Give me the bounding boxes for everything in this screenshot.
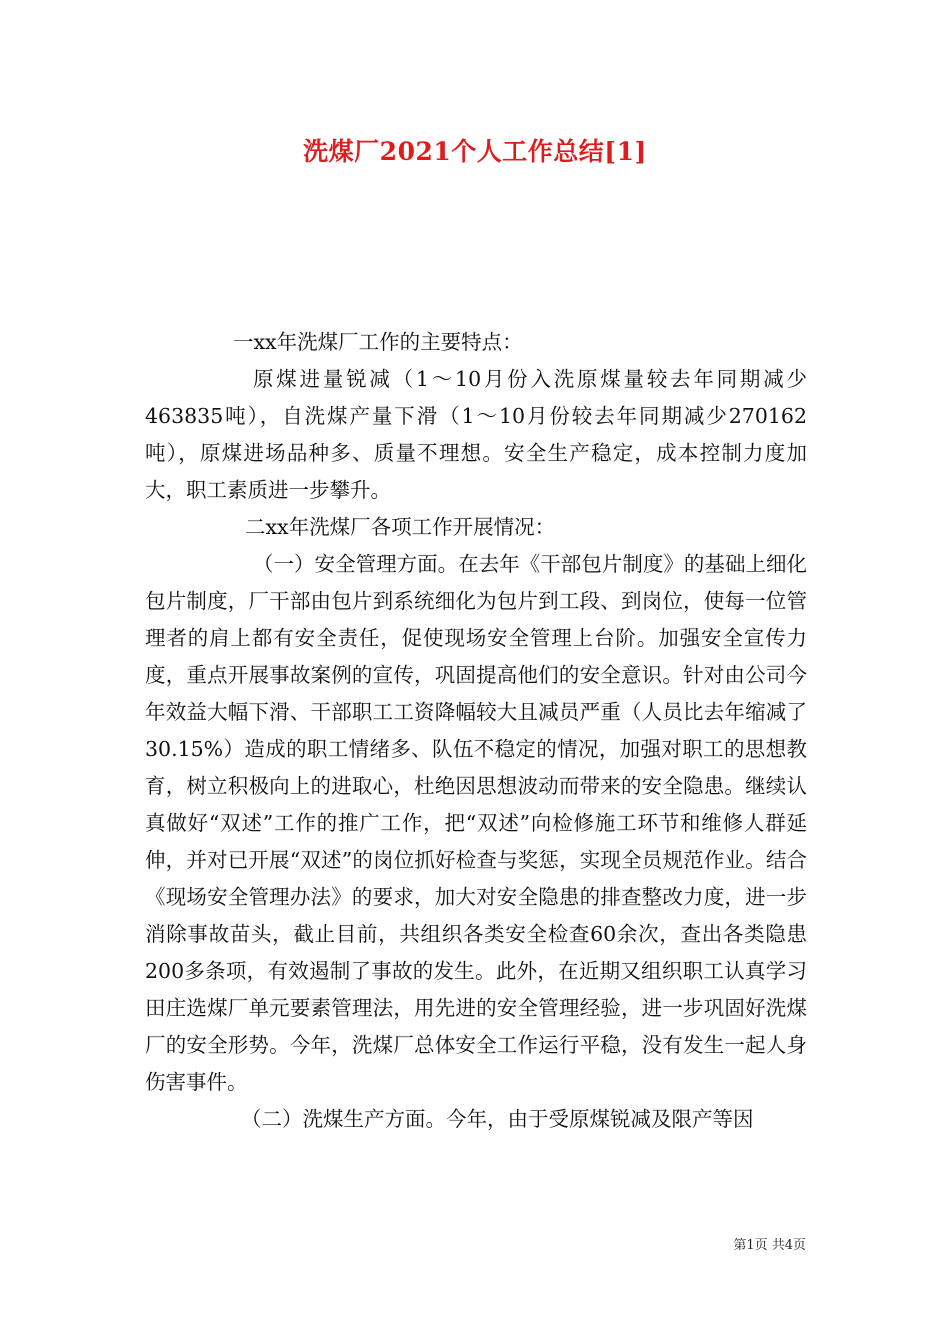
- paragraph-coal-production: （二）洗煤生产方面。今年，由于受原煤锐减及限产等因: [241, 1107, 754, 1131]
- document-title: 洗煤厂2021个人工作总结[1]: [303, 137, 647, 166]
- section-heading-1: 一xx年洗煤厂工作的主要特点：: [233, 330, 523, 354]
- paragraph-raw-coal: 原煤进量锐减（1～10月份入洗原煤量较去年同期减少463835吨），自洗煤产量下滑（1～10月份较去年同期减少270162吨），原煤进场品种多、质量不理想。安全生产稳定，成本控制力度加大，职工素质进一步攀升。: [145, 367, 807, 502]
- paragraph-safety-management: （一）安全管理方面。在去年《干部包片制度》的基础上细化包片制度，厂干部由包片到系统细化为包片到工段、到岗位，使每一位管理者的肩上都有安全责任，促使现场安全管理上台阶。加强安全宣传力度，重点开展事故案例的宣传，巩固提高他们的安全意识。针对由公司今年效益大幅下滑、干部职工工资降幅较大且减员严重（人员比去年缩减了30.15%）造成的职工情绪多、队伍不稳定的情况，加强对职工的思想教育，树立积极向上的进取心，杜绝因思想波动而带来的安全隐患。继续认真做好“双述”工作的推广工作，把“双述”向检修施工环节和维修人群延伸，并对已开展“双述”的岗位抓好检查与奖惩，实现全员规范作业。结合《现场安全管理办法》的要求，加大对安全隐患的排查整改力度，进一步消除事故苗头，截止目前，共组织各类安全检查60余次，查出各类隐患200多条项，有效遏制了事故的发生。此外，在近期又组织职工认真学习田庄选煤厂单元要素管理法，用先进的安全管理经验，进一步巩固好洗煤厂的安全形势。今年，洗煤厂总体安全工作运行平稳，没有发生一起人身伤害事件。: [145, 552, 807, 1094]
- section-heading-2: 二xx年洗煤厂各项工作开展情况：: [245, 515, 556, 539]
- document-body: [145, 324, 807, 1138]
- page-number-footer: 第1页 共4页: [733, 1238, 806, 1253]
